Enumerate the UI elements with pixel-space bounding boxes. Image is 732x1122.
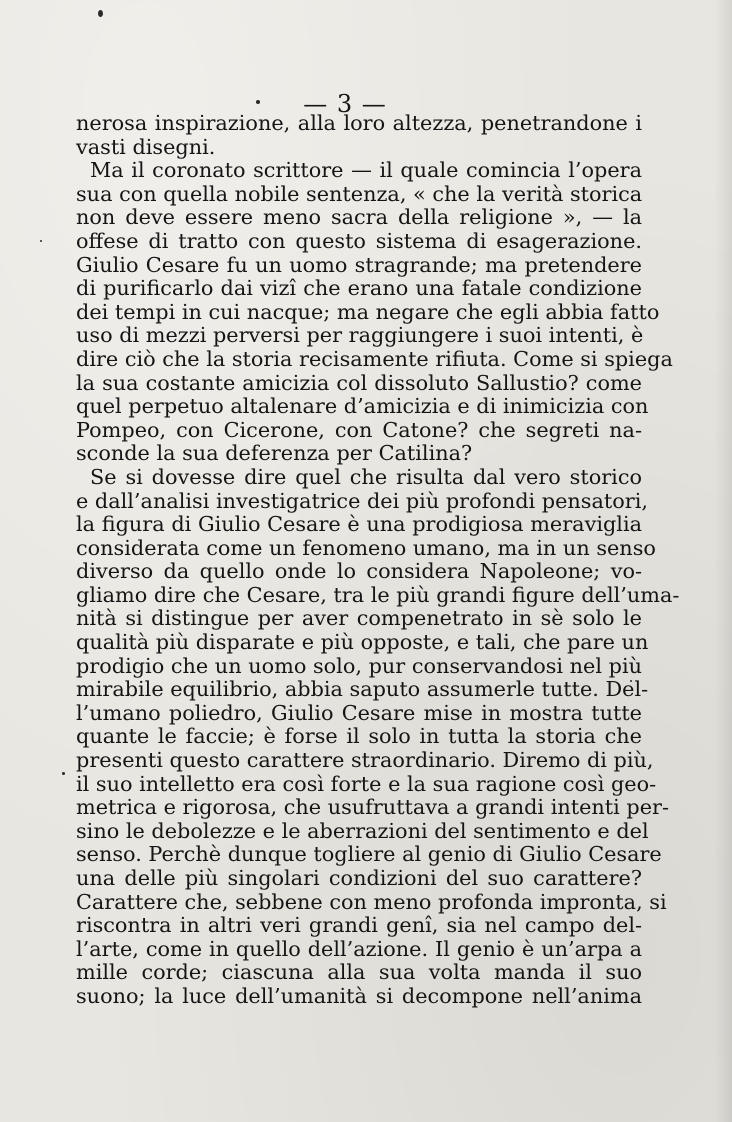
ink-speck — [98, 10, 103, 17]
text-line: senso. Perchè dunque togliere al genio di Giulio Cesare — [76, 842, 662, 867]
text-line: e dall’analisi investigatrice dei più profondi pensatori, — [76, 488, 648, 513]
text-line: nerosa inspirazione, alla loro altezza, penetrandone i — [76, 111, 642, 135]
text-line: diverso da quello onde lo considera Napoleone; vo- — [76, 559, 642, 584]
text-line: quel perpetuo altalenare d’amicizia e di inimicizia con — [76, 394, 649, 419]
page-number: — 3 — — [303, 90, 387, 118]
text-line: sino le debolezze e le aberrazioni del sentimento e del — [76, 818, 649, 843]
text-line: Pompeo, con Cicerone, con Catone? che segreti na- — [76, 417, 642, 442]
text-line: offese di tratto con questo sistema di esagerazione. — [76, 228, 642, 253]
text-line: Carattere che, sebbene con meno profonda impronta, si — [76, 889, 667, 914]
ink-speck — [40, 240, 42, 242]
text-line: prodigio che un uomo solo, pur conservandosi nel più — [76, 653, 642, 678]
text-line: l’arte, come in quello dell’azione. Il genio è un’arpa a — [76, 936, 642, 961]
text-line: sua con quella nobile sentenza, « che la verità storica — [76, 181, 643, 206]
text-line: riscontra in altri veri grandi genî, sia nel campo del- — [76, 913, 642, 938]
text-line: quante le faccie; è forse il solo in tutta la storia che — [76, 724, 642, 749]
text-line: metrica e rigorosa, che usufruttava a grandi intenti per- — [76, 795, 670, 820]
ink-speck — [256, 100, 260, 104]
text-line: gliamo dire che Cesare, tra le più grandi figure dell’uma- — [76, 582, 680, 607]
text-line: mirabile equilibrio, abbia saputo assumerle tutte. Del- — [76, 677, 649, 702]
text-line: dei tempi in cui nacque; ma negare che egli abbia fatto — [76, 299, 660, 324]
text-line: Se si dovesse dire quel che risulta dal vero storico — [90, 464, 642, 489]
text-line: uso di mezzi perversi per raggiungere i suoi intenti, è — [76, 323, 644, 348]
text-line: suono; la luce dell’umanità si decompone nell’anima — [76, 983, 642, 1008]
text-line: vasti disegni. — [76, 134, 216, 159]
text-line: considerata come un fenomeno umano, ma in un senso — [76, 535, 656, 560]
text-line: non deve essere meno sacra della religione », — la — [76, 205, 642, 230]
text-line: l’umano poliedro, Giulio Cesare mise in mostra tutte — [76, 700, 642, 725]
text-line: sconde la sua deferenza per Catilina? — [76, 441, 473, 466]
text-line: mille corde; ciascuna alla sua volta manda il suo — [76, 960, 642, 985]
text-line: la figura di Giulio Cesare è una prodigiosa meraviglia — [76, 512, 642, 537]
text-line: la sua costante amicizia col dissoluto Sallustio? come — [76, 370, 642, 395]
text-line: nità si distingue per aver compenetrato in sè solo le — [76, 606, 642, 631]
text-line: di purificarlo dai vizî che erano una fatale condizione — [76, 276, 642, 301]
ink-speck — [62, 772, 65, 775]
text-line: Ma il coronato scrittore — il quale comincia l’opera — [90, 158, 642, 183]
text-line: il suo intelletto era così forte e la sua ragione così geo- — [76, 771, 657, 796]
text-line: presenti questo carattere straordinario. Diremo di più, — [76, 748, 654, 773]
text-line: qualità più disparate e più opposte, e tali, che pare un — [76, 630, 649, 655]
body-text — [76, 111, 680, 1009]
text-line: Giulio Cesare fu un uomo stragrande; ma pretendere — [76, 252, 642, 277]
text-line: dire ciò che la storia recisamente rifiuta. Come si spiega — [76, 346, 673, 371]
page-edge-shadow — [714, 0, 732, 1122]
text-line: una delle più singolari condizioni del suo carattere? — [76, 866, 642, 890]
